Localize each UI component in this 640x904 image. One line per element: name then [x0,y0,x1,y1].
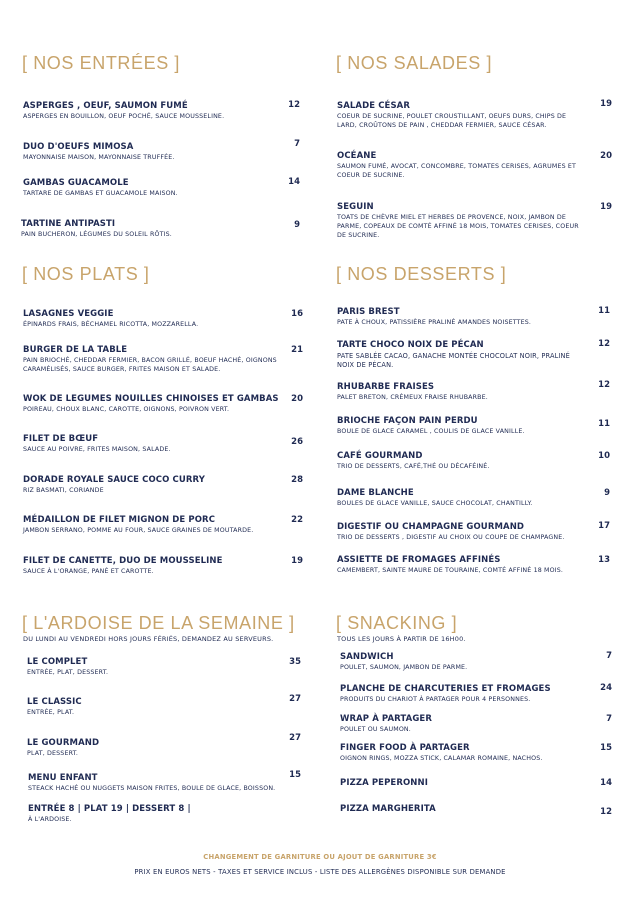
item-price: 27 [289,694,301,704]
item-price: 9 [294,220,300,230]
item-name: GAMBAS GUACAMOLE [23,178,129,188]
menu-item [23,556,283,577]
item-desc: JAMBON SERRANO, POMME AU FOUR, SAUCE GRAINES DE MOUTARDE. [23,527,254,534]
separator: | [77,804,81,814]
dessert-label: DESSERT [132,804,176,814]
menu-item [23,309,283,330]
item-name: FILET DE CANETTE, DUO DE MOUSSELINE [23,556,223,566]
item-name: ASPERGES , OEUF, SAUMON FUMÉ [23,101,188,111]
menu-item [23,101,273,122]
item-desc: POIREAU, CHOUX BLANC, CAROTTE, OIGNONS, POIVRON VERT. [23,406,230,413]
menu-item [23,142,273,163]
item-price: 19 [600,202,612,212]
menu-item [337,522,587,543]
separator: | [187,804,191,814]
item-price: 12 [288,100,300,110]
section-title-entrees: [ NOS ENTRÉES ] [22,53,181,73]
item-name: MENU ENFANT [28,773,98,783]
item-name: SANDWICH [340,652,394,662]
item-name: BURGER DE LA TABLE [23,345,128,355]
item-price: 13 [598,555,610,565]
item-desc: ASPERGES EN BOUILLON, OEUF POCHÉ, SAUCE MOUSSELINE. [23,113,225,120]
section-title-plats: [ NOS PLATS ] [22,264,150,284]
item-desc: STEACK HACHÉ OU NUGGETS MAISON FRITES, BOULE DE GLACE, BOISSON. [28,785,276,792]
item-desc: POULET OU SAUMON. [340,726,411,733]
item-name: PARIS BREST [337,307,400,317]
menu-item [340,714,590,735]
item-price: 35 [289,657,301,667]
item-name: PIZZA PEPERONNI [340,778,428,788]
separator: | [125,804,130,814]
item-desc: PRODUITS DU CHARIOT À PARTAGER POUR 4 PERSONNES. [340,696,531,703]
item-name: LE COMPLET [27,657,88,667]
menu-item [337,451,587,472]
legal-note: PRIX EN EUROS NETS - TAXES ET SERVICE INCLUS - LISTE DES ALLERGÈNES DISPONIBLE SUR DEMANDE [134,868,506,876]
item-name: DIGESTIF OU CHAMPAGNE GOURMAND [337,522,525,532]
item-name: ASSIETTE DE FROMAGES AFFINÉS [337,555,501,565]
menu-item [23,434,283,455]
section-subtitle-snacking: TOUS LES JOURS À PARTIR DE 16H00. [337,635,466,643]
menu-item [337,340,587,370]
item-name: PLANCHE DE CHARCUTERIES ET FROMAGES [340,684,551,694]
menu-item [23,345,283,375]
item-name: FINGER FOOD À PARTAGER [340,743,470,753]
item-desc: MAYONNAISE MAISON, MAYONNAISE TRUFFÉE. [23,154,175,161]
item-price: 12 [600,807,612,817]
entree-price: 8 [68,804,75,814]
item-name: CAFÉ GOURMAND [337,451,423,461]
item-name: DAME BLANCHE [337,488,414,498]
item-desc: SAUMON FUMÉ, AVOCAT, CONCOMBRE, TOMATES CERISES, AGRUMES ET COEUR DE SUCRINE. [337,163,577,179]
menu-item [23,475,283,496]
menu-item [337,382,587,403]
item-price: 12 [598,339,610,349]
item-price: 7 [294,139,300,149]
item-desc: ENTRÉE, PLAT. [27,709,75,716]
item-desc: RIZ BASMATI, CORIANDE [23,487,104,494]
item-desc: BOULES DE GLACE VANILLE, SAUCE CHOCOLAT, CHANTILLY. [337,500,533,507]
item-price: 20 [600,151,612,161]
menu-item [340,743,590,764]
plat-label: PLAT [83,804,108,814]
menu-item [27,697,287,718]
menu-item [340,684,590,705]
section-title-salades: [ NOS SALADES ] [336,53,493,73]
item-price: 19 [600,99,612,109]
item-desc: SAUCE AU POIVRE, FRITES MAISON, SALADE. [23,446,171,453]
item-desc: PATE SABLÉE CACAO, GANACHE MONTÉE CHOCOLAT NOIR, PRALINÉ NOIX DE PÉCAN. [337,352,570,369]
menu-item [337,202,587,240]
item-name: TARTINE ANTIPASTI [21,219,116,229]
item-name: LE GOURMAND [27,738,100,748]
item-desc: PATE À CHOUX, PATISSIÈRE PRALINÉ AMANDES NOISETTES. [337,319,532,326]
item-price: 12 [598,380,610,390]
item-name: WOK DE LEGUMES NOUILLES CHINOISES ET GAMBAS [23,394,279,404]
item-name: FILET DE BŒUF [23,434,99,444]
garniture-note: CHANGEMENT DE GARNITURE OU AJOUT DE GARNITURE 3€ [203,853,437,861]
item-desc: TRIO DE DESSERTS, CAFÉ,THÉ OU DÉCAFÉINÉ. [337,463,490,470]
section-subtitle-ardoise: DU LUNDI AU VENDREDI HORS JOURS FÉRIÉS, DEMANDEZ AU SERVEURS. [23,635,274,643]
item-price: 16 [291,309,303,319]
item-desc: PLAT, DESSERT. [27,750,79,757]
menu-item [23,178,273,199]
alacarte-line [28,804,288,825]
item-price: 9 [604,488,610,498]
item-desc: PAIN BRIOCHÉ, CHEDDAR FERMIER, BACON GRILLÉ, BOEUF HACHÉ, OIGNONS CARAMÉLISÉS, SAUCE BURGER, FRITES MAISON ET SALADE. [23,357,277,373]
item-price: 22 [291,515,303,525]
item-name: TARTE CHOCO NOIX DE PÉCAN [337,340,484,350]
menu-item [337,101,587,131]
entree-label: ENTRÉE [28,804,66,814]
plat-price: 19 [110,804,123,814]
item-price: 11 [598,419,610,429]
item-desc: PALET BRETON, CRÉMEUX FRAISE RHUBARBE. [337,394,488,401]
item-price: 26 [291,437,303,447]
item-name: PIZZA MARGHERITA [340,804,436,814]
menu-item [28,773,293,794]
item-name: RHUBARBE FRAISES [337,382,435,392]
section-title-desserts: [ NOS DESSERTS ] [336,264,507,284]
alacarte-note: À L'ARDOISE. [28,816,72,823]
item-desc: BOULE DE GLACE CARAMEL , COULIS DE GLACE VANILLE. [337,428,525,435]
item-name: SEGUIN [337,202,374,212]
item-price: 10 [598,451,610,461]
item-price: 14 [288,177,300,187]
item-desc: CAMEMBERT, SAINTE MAURE DE TOURAINE, COMTÉ AFFINÉ 18 MOIS. [337,567,564,574]
item-desc: PAIN BUCHERON, LÉGUMES DU SOLEIL RÔTIS. [21,231,172,238]
section-title-snacking: [ SNACKING ] [336,613,458,633]
item-desc: POULET, SAUMON, JAMBON DE PARME. [340,664,468,671]
item-name: SALADE CÉSAR [337,101,411,111]
item-price: 7 [606,714,612,724]
item-name: LASAGNES VEGGIE [23,309,114,319]
menu-item [340,652,590,673]
item-desc: ÉPINARDS FRAIS, BÉCHAMEL RICOTTA, MOZZARELLA. [23,321,199,328]
menu-item [337,151,587,181]
item-name: DUO D'OEUFS MIMOSA [23,142,134,152]
item-price: 21 [291,345,303,355]
item-desc: ENTRÉE, PLAT, DESSERT. [27,669,109,676]
item-desc: TOATS DE CHÈVRE MIEL ET HERBES DE PROVENCE, NOIX, JAMBON DE PARME, COPEAUX DE COMTÉ AFFINÉ 18 MOIS, TOMATES CERISES, COEUR DE SUCRINE. [337,214,579,239]
item-price: 15 [289,770,301,780]
item-price: 24 [600,683,612,693]
item-price: 11 [598,306,610,316]
item-name: DORADE ROYALE SAUCE COCO CURRY [23,475,205,485]
section-title-ardoise: [ L'ARDOISE DE LA SEMAINE ] [22,613,295,633]
item-price: 7 [606,651,612,661]
menu-item [27,657,287,678]
item-price: 28 [291,475,303,485]
item-name: WRAP À PARTAGER [340,714,432,724]
menu-item [340,804,590,814]
menu-item [337,555,587,576]
item-desc: TARTARE DE GAMBAS ET GUACAMOLE MAISON. [23,190,178,197]
dessert-price: 8 [178,804,185,814]
item-desc: TRIO DE DESSERTS , DIGESTIF AU CHOIX OU COUPE DE CHAMPAGNE. [337,534,565,541]
menu-item [337,416,587,437]
item-desc: COEUR DE SUCRINE, POULET CROUSTILLANT, OEUFS DURS, CHIPS DE LARD, CROÛTONS DE PAIN , CHEDDAR FERMIER, SAUCE CÉSAR. [337,113,567,129]
item-price: 15 [600,743,612,753]
item-price: 27 [289,733,301,743]
item-name: OCÉANE [337,151,377,161]
item-price: 20 [291,394,303,404]
item-name: MÉDAILLON DE FILET MIGNON DE PORC [23,515,216,525]
menu-item [340,778,590,788]
menu-item [337,307,587,328]
item-price: 19 [291,556,303,566]
item-name: LE CLASSIC [27,697,82,707]
menu-item [21,219,271,240]
item-desc: OIGNON RINGS, MOZZA STICK, CALAMAR ROMAINE, NACHOS. [340,755,543,762]
menu-item [27,738,287,759]
item-name: BRIOCHE FAÇON PAIN PERDU [337,416,478,426]
item-desc: SAUCE À L'ORANGE, PANÉ ET CAROTTE. [23,568,154,575]
menu-item [23,394,283,415]
item-price: 14 [600,778,612,788]
alacarte-prices [28,804,288,814]
menu-item [23,515,283,536]
menu-item [337,488,587,509]
item-price: 17 [598,521,610,531]
